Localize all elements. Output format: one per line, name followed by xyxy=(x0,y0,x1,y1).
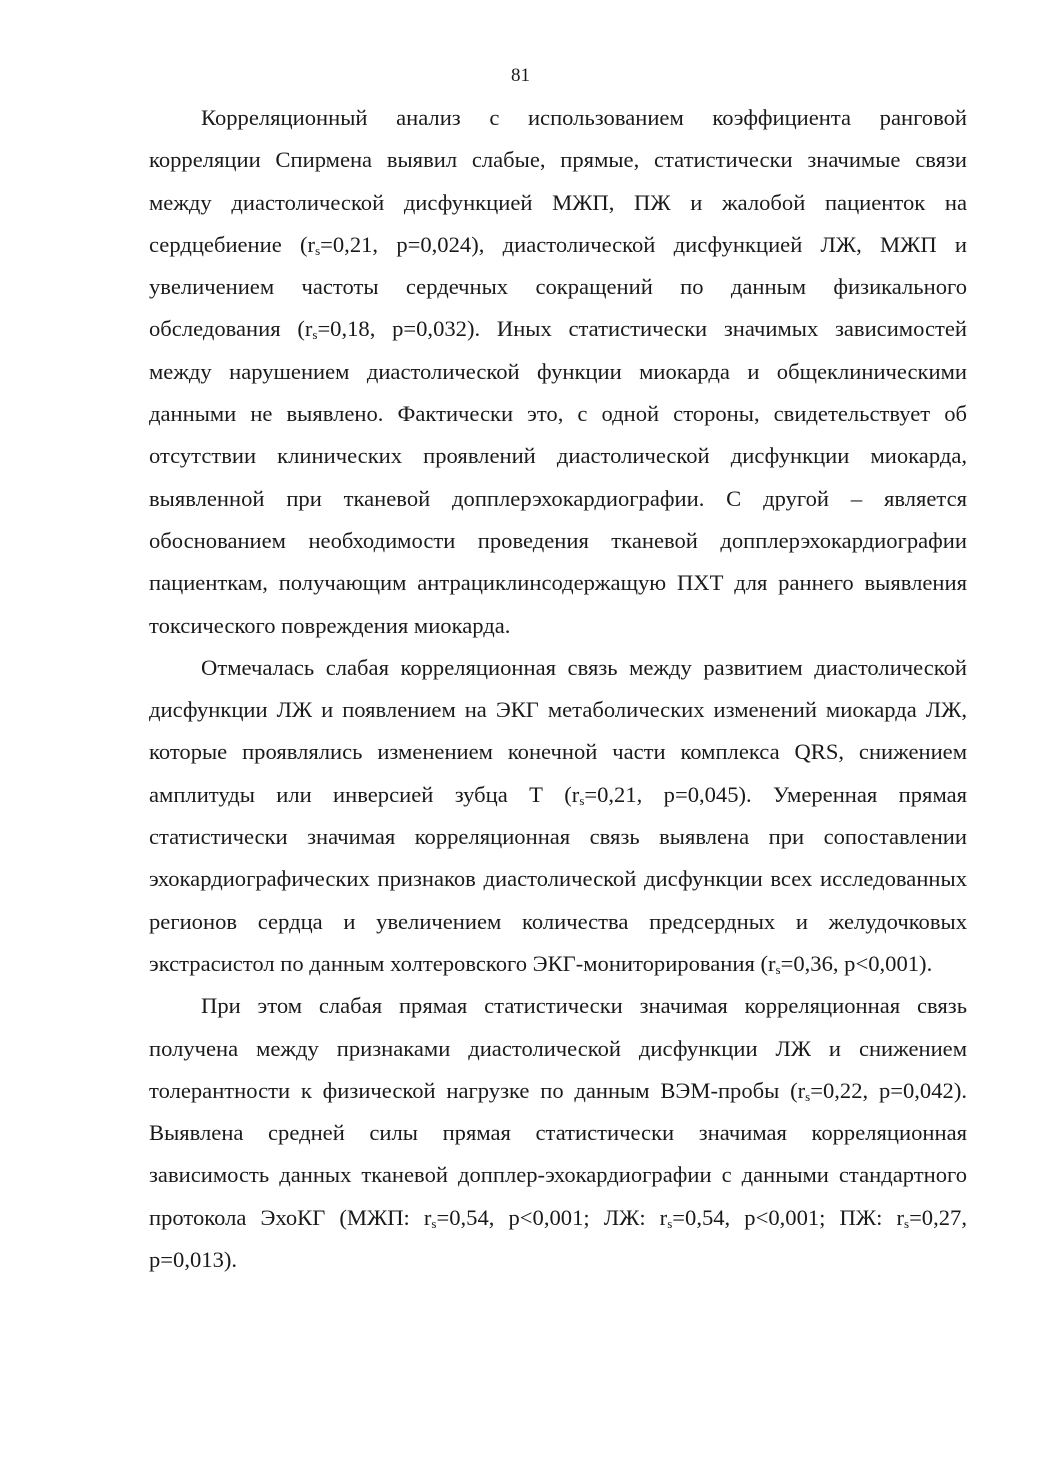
subscript: s xyxy=(312,327,318,343)
text-run: Отмечалась слабая корреляционная связь между развитием диастолической дисфункции ЛЖ и появлением на ЭКГ метаболических изменений миокарда ЛЖ, которые проявлялись изменением конечной части комплекса QRS, снижением амплитуды или инверсией зубца Т (r xyxy=(149,654,967,807)
subscript: s xyxy=(805,1088,811,1104)
subscript: s xyxy=(315,242,321,258)
text-run: При этом слабая прямая статистически значимая корреляционная связь получена между признаками диастолической дисфункции ЛЖ и снижением толерантности к физической нагрузке по данным ВЭМ-пробы (r xyxy=(149,993,967,1103)
text-run: =0,27, p=0,013). xyxy=(149,1204,967,1273)
text-run: =0,36, p<0,001). xyxy=(780,950,933,976)
body-text xyxy=(149,97,967,1281)
subscript: s xyxy=(775,961,781,977)
subscript: s xyxy=(579,792,585,808)
text-run: =0,54, p<0,001; ЛЖ: r xyxy=(436,1204,668,1230)
text-run: =0,22, p=0,042). Выявлена средней силы прямая статистически значимая корреляционная зависимость данных тканевой допплер-эхокардиографии с данными стандартного протокола ЭхоКГ (МЖП: r xyxy=(149,1077,967,1230)
subscript: s xyxy=(431,1215,437,1231)
paragraph xyxy=(149,97,967,647)
text-run: =0,54, p<0,001; ПЖ: r xyxy=(672,1204,904,1230)
text-run: =0,18, p=0,032). Иных статистически значимых зависимостей между нарушением диастолической функции миокарда и общеклиническими данными не выявлено. Фактически это, с одной стороны, свидетельствует об отсутствии клинических проявлений диастолической дисфункции миокарда, выявленной при тканевой допплерэхокардиографии. С другой – является обоснованием необходимости проведения тканевой допплерэхокардиографии пациенткам, получающим антрациклинсодержащую ПХТ для раннего выявления токсического повреждения миокарда. xyxy=(149,316,967,638)
subscript: s xyxy=(904,1215,910,1231)
subscript: s xyxy=(667,1215,673,1231)
page-number: 81 xyxy=(511,65,530,86)
paragraph xyxy=(149,647,967,985)
text-run: Корреляционный анализ с использованием коэффициента ранговой корреляции Спирмена выявил слабые, прямые, статистически значимые связи между диастолической дисфункцией МЖП, ПЖ и жалобой пациенток на сердцебиение (r xyxy=(149,105,967,257)
paragraph xyxy=(149,985,967,1281)
text-run: =0,21, p=0,045). Умеренная прямая статистически значимая корреляционная связь выявлена при сопоставлении эхокардиографических признаков диастолической дисфункции всех исследованных регионов сердца и увеличением количества предсердных и желудочковых экстрасистол по данным холтеровского ЭКГ-мониторирования (r xyxy=(149,781,968,976)
text-run: =0,21, p=0,024), диастолической дисфункцией ЛЖ, МЖП и увеличением частоты сердечных сокращений по данным физикального обследования (r xyxy=(149,231,967,342)
